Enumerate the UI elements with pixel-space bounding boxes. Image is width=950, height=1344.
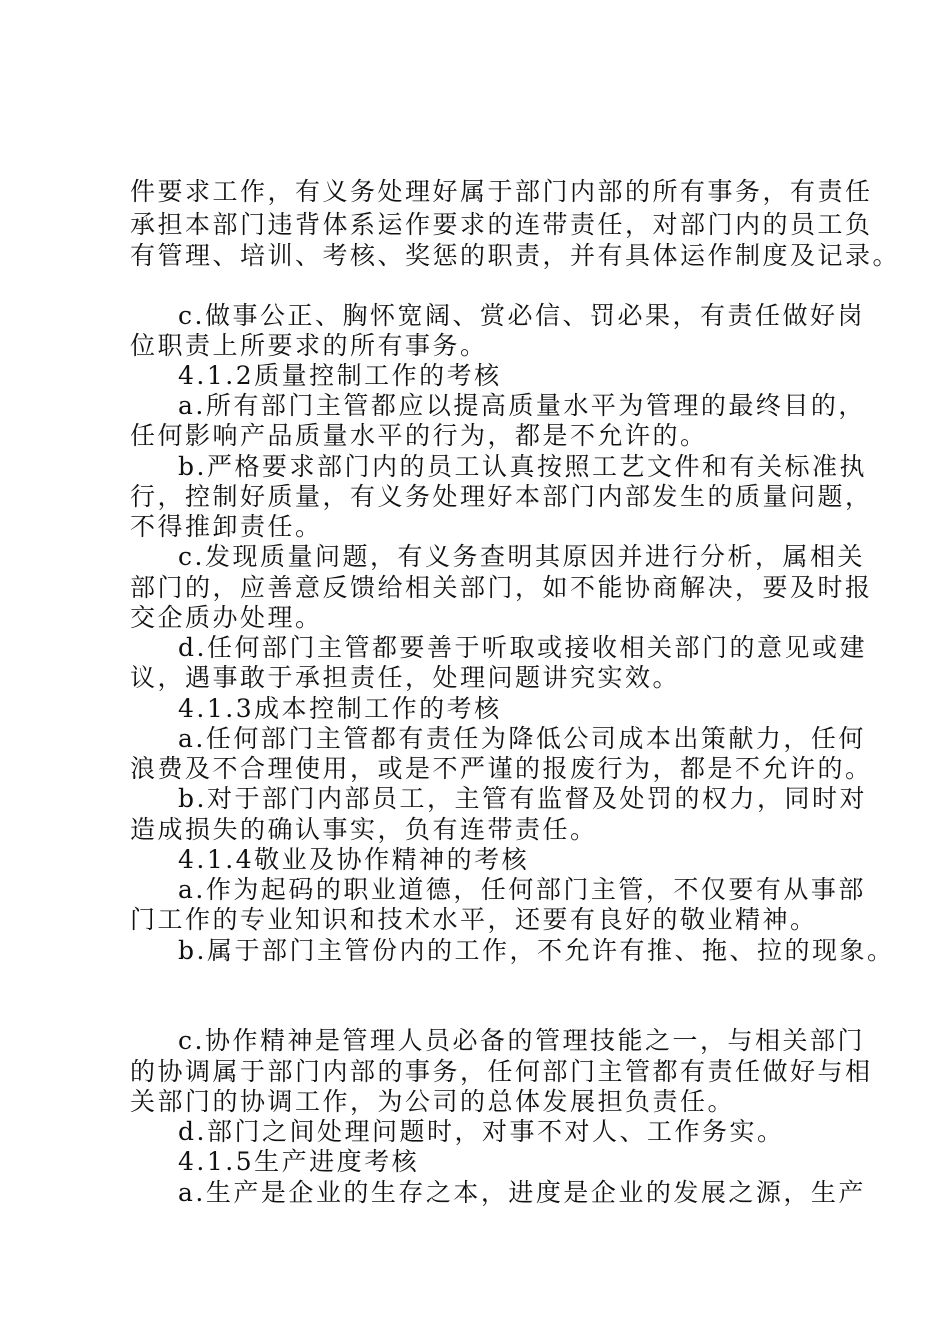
text-line: a.作为起码的职业道德，任何部门主管，不仅要有从事部	[178, 875, 866, 904]
text-line: 行，控制好质量，有义务处理好本部门内部发生的质量问题，	[130, 482, 873, 511]
text-line: 浪费及不合理使用，或是不严谨的报废行为，都是不允许的。	[130, 754, 873, 783]
text-line: 关部门的协调工作，为公司的总体发展担负责任。	[130, 1087, 736, 1116]
text-line: 造成损失的确认事实，负有连带责任。	[130, 815, 598, 844]
text-line: c.做事公正、胸怀宽阔、赏必信、罚必果，有责任做好岗	[178, 301, 865, 330]
text-line: 交企质办处理。	[130, 603, 323, 632]
text-line: 件要求工作，有义务处理好属于部门内部的所有事务，有责任	[130, 177, 873, 206]
text-line: 不得推卸责任。	[130, 512, 323, 541]
section-heading: 4.1.4敬业及协作精神的考核	[178, 845, 530, 874]
section-heading: 4.1.3成本控制工作的考核	[178, 694, 502, 723]
text-line: c.发现质量问题，有义务查明其原因并进行分析，属相关	[178, 542, 865, 571]
text-line: b.属于部门主管份内的工作，不允许有推、拖、拉的现象。	[178, 936, 895, 965]
text-line: a.所有部门主管都应以提高质量水平为管理的最终目的，	[178, 391, 866, 420]
text-line: a.生产是企业的生存之本，进度是企业的发展之源，生产	[178, 1178, 866, 1207]
text-line: b.严格要求部门内的员工认真按照工艺文件和有关标准执	[178, 452, 867, 481]
text-line: 位职责上所要求的所有事务。	[130, 331, 488, 360]
text-line: d.任何部门主管都要善于听取或接收相关部门的意见或建	[178, 633, 867, 662]
text-line: b.对于部门内部员工，主管有监督及处罚的权力，同时对	[178, 784, 867, 813]
section-heading: 4.1.2质量控制工作的考核	[178, 361, 502, 390]
text-line: 部门的，应善意反馈给相关部门，如不能协商解决，要及时报	[130, 573, 873, 602]
text-line: 的协调属于部门内部的事务，任何部门主管都有责任做好与相	[130, 1057, 873, 1086]
text-line: d.部门之间处理问题时，对事不对人、工作务实。	[178, 1117, 785, 1146]
text-line: 承担本部门违背体系运作要求的连带责任，对部门内的员工负	[130, 210, 873, 239]
section-heading: 4.1.5生产进度考核	[178, 1147, 420, 1176]
text-line: 议，遇事敢于承担责任，处理问题讲究实效。	[130, 663, 681, 692]
text-line: a.任何部门主管都有责任为降低公司成本出策献力，任何	[178, 724, 866, 753]
text-line: c.协作精神是管理人员必备的管理技能之一，与相关部门	[178, 1026, 865, 1055]
text-line: 有管理、培训、考核、奖惩的职责，并有具体运作制度及记录。	[130, 241, 901, 270]
text-line: 门工作的专业知识和技术水平，还要有良好的敬业精神。	[130, 905, 818, 934]
text-line: 任何影响产品质量水平的行为，都是不允许的。	[130, 421, 708, 450]
